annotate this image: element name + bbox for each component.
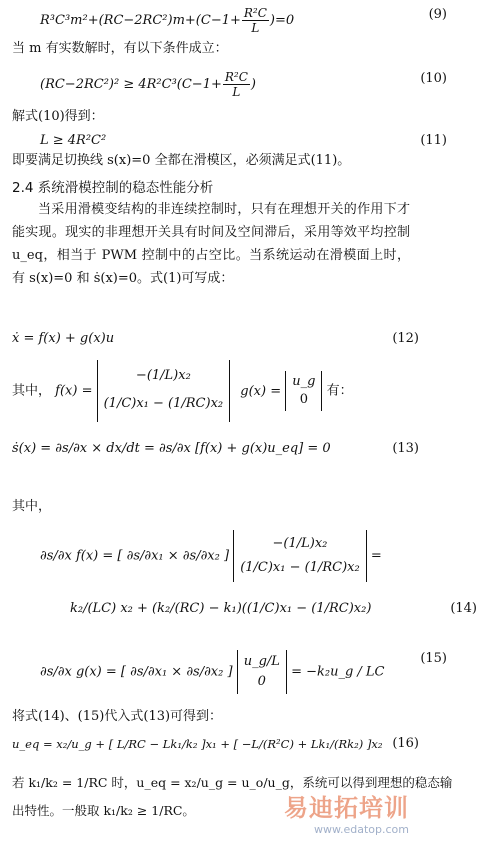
equation-14-left: ∂s/∂x f(x) = [ ∂s/∂x₁ × ∂s/∂x₂ ]: [40, 548, 230, 564]
equation-13-number: (13): [392, 441, 419, 456]
equation-15-matrix: [237, 650, 287, 694]
equation-15: [0, 650, 455, 700]
text-conclusion-2: 出特性。一般取 k₁/k₂ ≥ 1/RC。: [12, 803, 195, 818]
gx-row-1: u_g: [292, 374, 316, 389]
equation-10-body: (RC−2RC²)² ≥ 4R²C³(C−1+ $\frac{\text{R²C}}{L}$ ): [40, 70, 256, 99]
fx-matrix: [97, 360, 231, 422]
watermark: [284, 788, 409, 836]
fx-gx-definition: [0, 360, 427, 430]
equation-15-right: = −k₂u_g / LC: [291, 664, 385, 680]
fx-row-1: −(1/L)x₂: [135, 368, 191, 383]
equation-9-number: (9): [428, 7, 447, 22]
equation-14-line-1: ∂s/∂x f(x) = [ ∂s/∂x₁ × ∂s/∂x₂ ] −(1/L)x₂ (1/C)x₁ − (1/RC)x₂ =: [0, 530, 455, 590]
fx-row-2: (1/C)x₁ − (1/RC)x₂: [103, 396, 224, 411]
equation-14-line-2: [0, 600, 485, 618]
equation-15-row-2: 0: [257, 674, 266, 689]
equation-10: [0, 70, 455, 99]
text-sliding-condition: 即要满足切换线 s(x)=0 全都在滑模区，必须满足式(11)。: [12, 153, 351, 168]
have-label: 有：: [326, 383, 353, 399]
equation-9-body: R³C³m²+(RC−2RC²)m+(C−1+ $\frac{\text{R²C}}{L}$ )=0: [40, 6, 295, 35]
equation-14-number: (14): [450, 601, 477, 616]
gx-matrix: [285, 371, 322, 411]
section-heading: 2.4 系统滑模控制的稳态性能分析: [12, 180, 214, 196]
equation-11-number: (11): [420, 133, 447, 148]
equation-14-expansion: k₂/(LC) x₂ + (k₂/(RC) − k₁)((1/C)x₁ − (1/RC)x₂): [70, 601, 372, 616]
watermark-logo-text: 易迪拓培训: [284, 794, 409, 822]
fx-label: f(x) =: [55, 383, 93, 399]
equation-14-row-2: (1/C)x₁ − (1/RC)x₂: [240, 560, 360, 575]
equation-12-number: (12): [392, 331, 419, 346]
gx-row-2: 0: [299, 392, 308, 407]
text-substitute: 将式(14)、(15)代入式(13)可得到：: [12, 709, 223, 724]
equation-9: [0, 6, 455, 35]
equation-16-body: u_eq = x₂/u_g + [ L/RC − Lk₁/k₂ ]x₁ + [ −L/(R²C) + Lk₁/(Rk₂) ]x₂: [12, 737, 383, 751]
paragraph-steady-state: 当采用滑模变结构的非连续控制时，只有在理想开关的作用下才能实现。现实的非理想开关具有时间及空间滞后，采用等效平均控制 u_eq，相当于 PWM 控制中的占空比。当系统运动在滑模面上时，有 s(x)=0 和 ṡ(x)=0。式(1)可写成：: [12, 202, 410, 286]
equation-11: [0, 132, 455, 150]
equation-15-row-1: u_g/L: [243, 654, 280, 669]
equation-11-body: L ≥ 4R²C²: [40, 133, 107, 148]
equation-12: [0, 330, 427, 348]
equation-16: [0, 735, 427, 753]
text-condition: 当 m 有实数解时，有以下条件成立：: [12, 41, 228, 56]
equation-10-number: (10): [420, 71, 447, 86]
equation-16-number: (16): [392, 736, 419, 751]
where-label: 其中，: [12, 383, 52, 399]
watermark-url: www.edatop.com: [314, 823, 409, 836]
equation-15-left: ∂s/∂x g(x) = [ ∂s/∂x₁ × ∂s/∂x₂ ]: [40, 664, 233, 680]
text-where: 其中，: [12, 499, 52, 514]
text-conclusion-1: 若 k₁/k₂ = 1/RC 时，u_eq = x₂/u_g = u_o/u_g，系统可以得到理想的稳态输: [12, 775, 453, 790]
equation-15-number: (15): [420, 651, 447, 666]
gx-label: g(x) =: [240, 383, 282, 399]
equation-14-row-1: −(1/L)x₂: [272, 536, 328, 551]
text-solve: 解式(10)得到：: [12, 109, 104, 124]
equation-14-matrix: [233, 530, 367, 582]
equation-12-body: ẋ = f(x) + g(x)u: [12, 331, 115, 346]
equation-13-body: ṡ(x) = ∂s/∂x × dx/dt = ∂s/∂x [f(x) + g(x)u_eq] = 0: [12, 441, 331, 456]
equation-13: [0, 440, 427, 458]
